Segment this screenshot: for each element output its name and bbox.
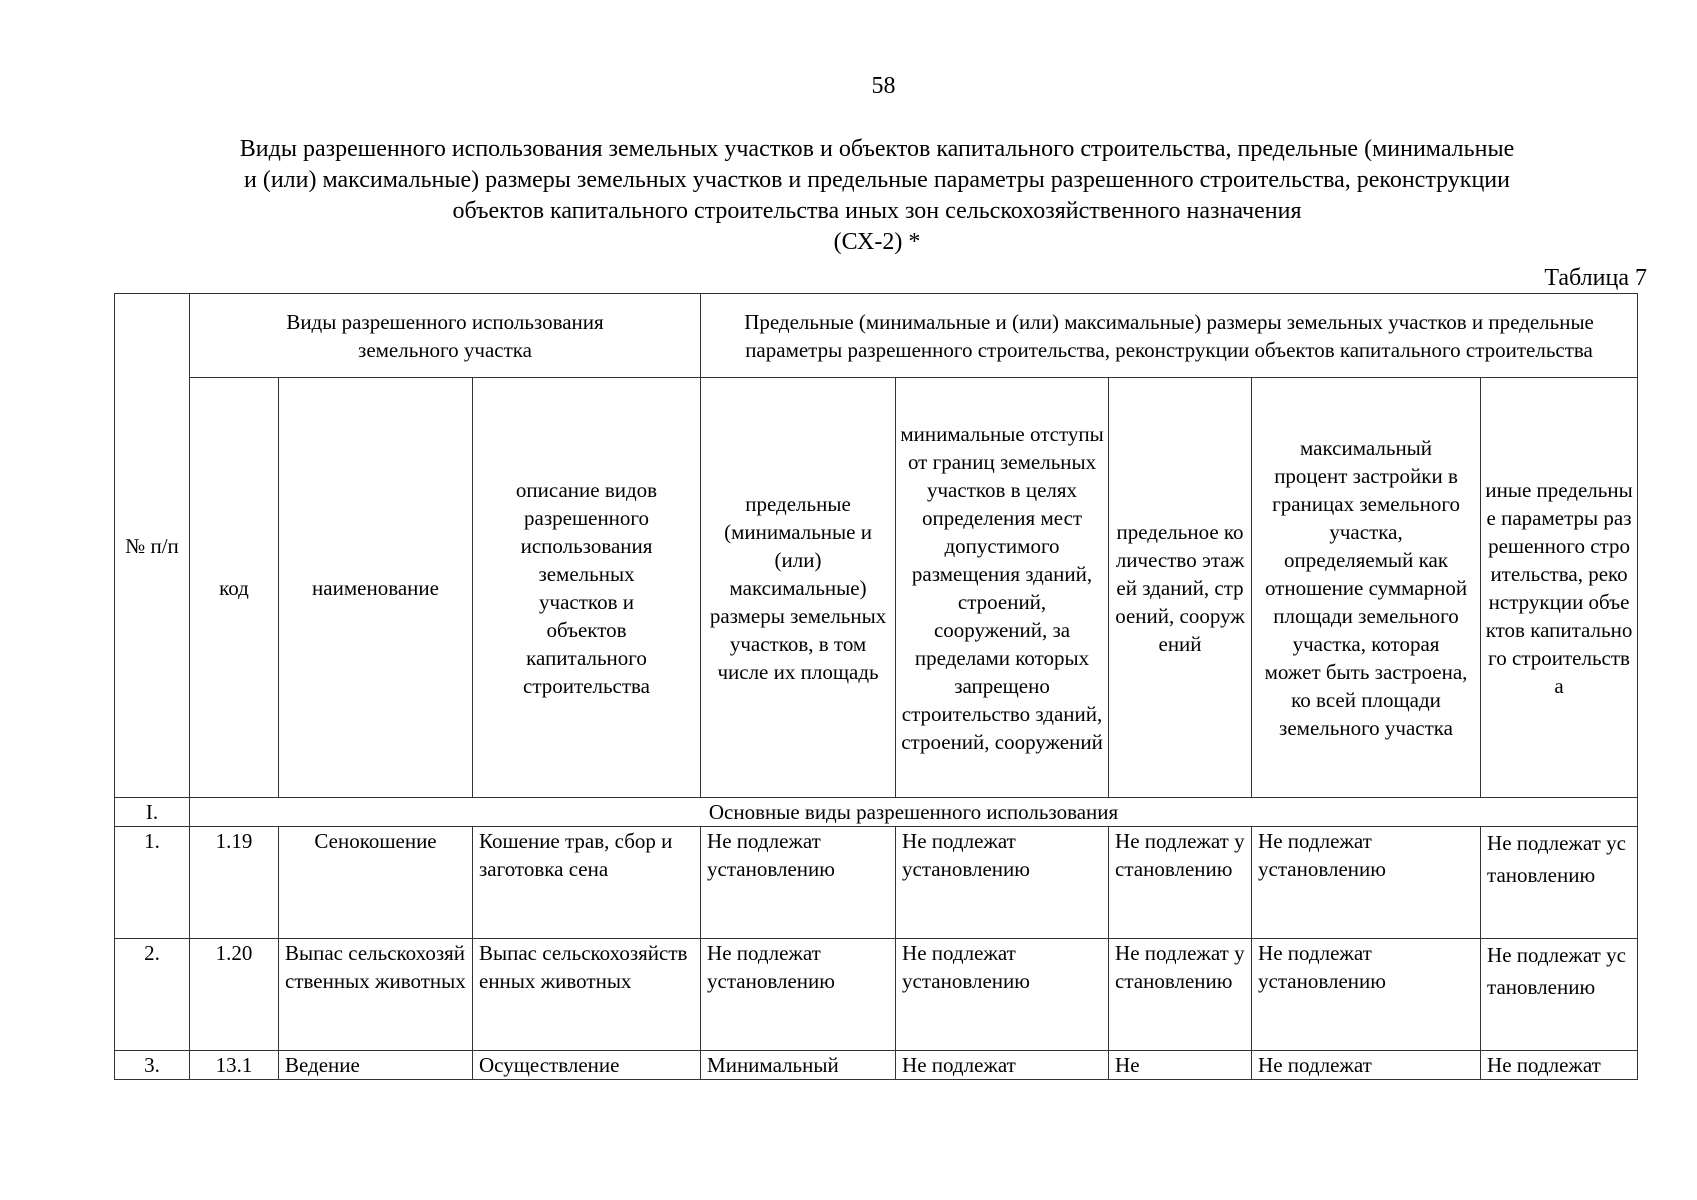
header-other: иные предельные параметры разрешенного строительства, реконструкции объектов капитального строительства bbox=[1481, 378, 1638, 798]
row-setbacks: Не подлежат установлению bbox=[896, 939, 1109, 1051]
row-floors: Не подлежат установлению bbox=[1109, 939, 1252, 1051]
row-code: 1.19 bbox=[190, 827, 279, 939]
header-sizes: предельные (минимальные и (или) максимальные) размеры земельных участков, в том числе их площадь bbox=[701, 378, 896, 798]
header-description: описание видов разрешенного использования земельных участков и объектов капитального строительства bbox=[473, 378, 701, 798]
row-other: Не подлежат bbox=[1481, 1051, 1638, 1080]
row-name: Ведение bbox=[279, 1051, 473, 1080]
row-name: Сенокошение bbox=[279, 827, 473, 939]
header-floors: предельное количество этажей зданий, строений, сооружений bbox=[1109, 378, 1252, 798]
row-code: 13.1 bbox=[190, 1051, 279, 1080]
row-name: Выпас сельскохозяйственных животных bbox=[279, 939, 473, 1051]
row-floors: Не подлежат установлению bbox=[1109, 827, 1252, 939]
row-description: Выпас сельскохозяйственных животных bbox=[473, 939, 701, 1051]
header-name: наименование bbox=[279, 378, 473, 798]
row-num: 1. bbox=[115, 827, 190, 939]
row-sizes: Минимальный bbox=[701, 1051, 896, 1080]
title-line-4: (СХ-2) * bbox=[833, 229, 921, 255]
row-floors: Не bbox=[1109, 1051, 1252, 1080]
row-code: 1.20 bbox=[190, 939, 279, 1051]
row-other: Не подлежат установлению bbox=[1481, 939, 1638, 1051]
title-line-3: объектов капитального строительства иных зон сельскохозяйственного назначения bbox=[452, 198, 1302, 224]
zoning-table bbox=[114, 293, 1638, 1080]
row-coverage: Не подлежат установлению bbox=[1252, 939, 1481, 1051]
row-sizes: Не подлежат установлению bbox=[701, 939, 896, 1051]
table-row bbox=[115, 939, 1638, 1051]
row-description: Осуществление bbox=[473, 1051, 701, 1080]
row-coverage: Не подлежат установлению bbox=[1252, 827, 1481, 939]
header-group-limits: Предельные (минимальные и (или) максимальные) размеры земельных участков и предельные параметры разрешенного строительства, реконструкции объектов капитального строительства bbox=[701, 294, 1638, 378]
row-coverage: Не подлежат bbox=[1252, 1051, 1481, 1080]
document-title bbox=[112, 134, 1642, 258]
table-row bbox=[115, 1051, 1638, 1080]
table-row bbox=[115, 827, 1638, 939]
row-setbacks: Не подлежат установлению bbox=[896, 827, 1109, 939]
title-line-2: и (или) максимальные) размеры земельных участков и предельные параметры разрешенного строительства, реконструкции bbox=[244, 167, 1510, 193]
row-sizes: Не подлежат установлению bbox=[701, 827, 896, 939]
row-num: 2. bbox=[115, 939, 190, 1051]
title-line-1: Виды разрешенного использования земельных участков и объектов капитального строительства, предельные (минимальные bbox=[239, 136, 1515, 162]
header-code: код bbox=[190, 378, 279, 798]
section-row bbox=[115, 798, 1638, 827]
section-title: Основные виды разрешенного использования bbox=[190, 798, 1638, 827]
table-label: Таблица 7 bbox=[1544, 265, 1647, 291]
header-setbacks: минимальные отступы от границ земельных участков в целях определения мест допустимого размещения зданий, строений, сооружений, за пределами которых запрещено строительство зданий, строений, сооружений bbox=[896, 378, 1109, 798]
row-setbacks: Не подлежат bbox=[896, 1051, 1109, 1080]
header-group-types: Виды разрешенного использования земельного участка bbox=[190, 294, 701, 378]
section-num: I. bbox=[115, 798, 190, 827]
page-number: 58 bbox=[871, 73, 896, 99]
row-description: Кошение трав, сбор и заготовка сена bbox=[473, 827, 701, 939]
header-num: № п/п bbox=[115, 294, 190, 798]
row-other: Не подлежат установлению bbox=[1481, 827, 1638, 939]
header-coverage: максимальный процент застройки в границах земельного участка, определяемый как отношение суммарной площади земельного участка, которая может быть застроена, ко всей площади земельного участка bbox=[1252, 378, 1481, 798]
row-num: 3. bbox=[115, 1051, 190, 1080]
